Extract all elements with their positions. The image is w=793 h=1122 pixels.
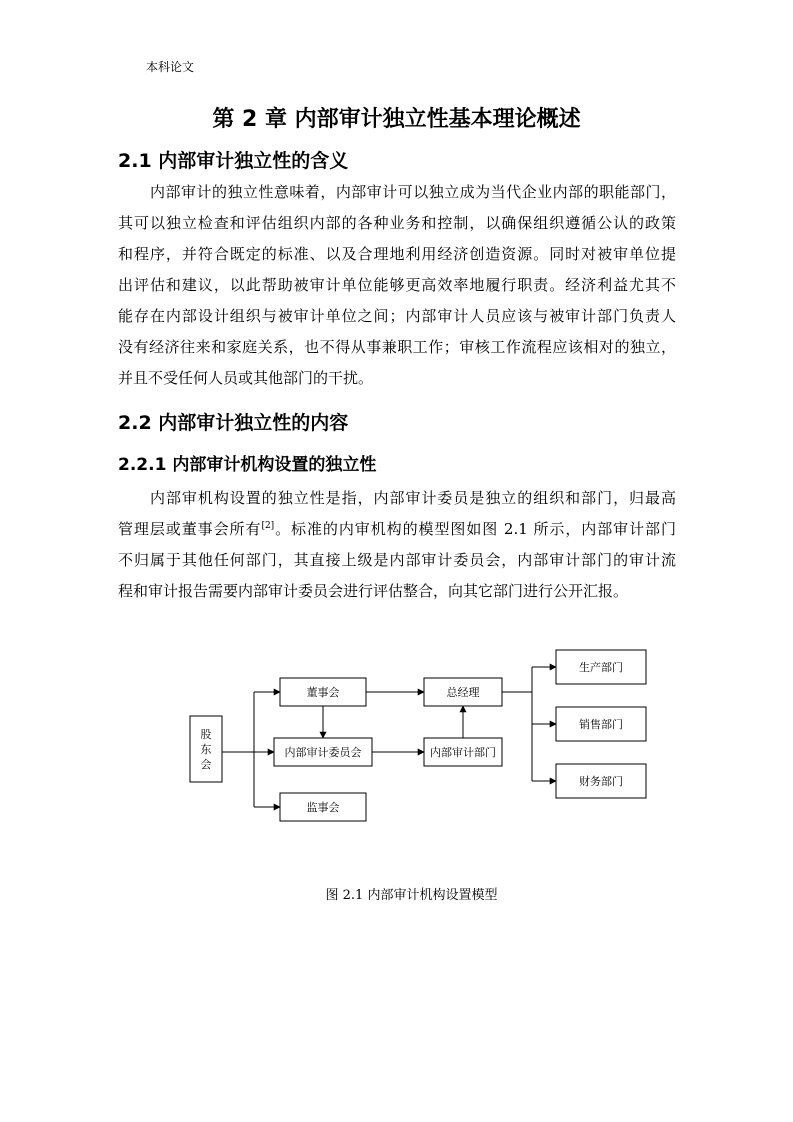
para-line: 内部审计的独立性意味着，内部审计可以独立成为当代企业内部的职能部门， bbox=[150, 183, 676, 201]
para-line: 不归属于其他任何部门，其直接上级是内部审计委员会，内部审计部门的审计流 bbox=[118, 551, 676, 569]
para-line: 和程序，并符合既定的标准、以及合理地利用经济创造资源。同时对被审单位提 bbox=[118, 245, 676, 263]
sales-label: 销售部门 bbox=[579, 718, 623, 731]
para-line: 内部审机构设置的独立性是指，内部审计委员是独立的组织和部门，归最高 bbox=[150, 489, 676, 507]
shareholders-label: 东 bbox=[200, 743, 212, 756]
chapter-title: 第 2 章 内部审计独立性基本理论概述 bbox=[212, 107, 581, 132]
figure-caption: 图 2.1 内部审计机构设置模型 bbox=[325, 888, 498, 903]
line-text: 管理层或董事会所有 bbox=[118, 520, 262, 538]
production-label: 生产部门 bbox=[579, 661, 623, 674]
section-2-2-1-paragraph bbox=[118, 483, 676, 607]
committee-label: 内部审计委员会 bbox=[284, 746, 362, 759]
line-text: 。标准的内审机构的模型图如图 2.1 所示，内部审计部门 bbox=[274, 520, 676, 538]
finance-label: 财务部门 bbox=[579, 775, 623, 788]
shareholders-label: 股 bbox=[200, 728, 212, 741]
section-2-2-1-title: 2.2.1 内部审计机构设置的独立性 bbox=[118, 455, 377, 475]
para-line bbox=[118, 514, 676, 545]
page-header: 本科论文 bbox=[146, 60, 195, 74]
section-2-1-paragraph bbox=[118, 177, 676, 394]
para-line: 其可以独立检查和评估组织内部的各种业务和控制，以确保组织遵循公认的政策 bbox=[118, 214, 676, 232]
para-line: 并且不受任何人员或其他部门的干扰。 bbox=[118, 369, 374, 387]
supervisors-label: 监事会 bbox=[306, 801, 340, 814]
para-line: 出评估和建议，以此帮助被审计单位能够更高效率地履行职责。经济利益尤其不 bbox=[118, 276, 676, 294]
para-line: 没有经济往来和家庭关系，也不得从事兼职工作；审核工作流程应该相对的独立， bbox=[118, 338, 676, 356]
section-2-1-title: 2.1 内部审计独立性的含义 bbox=[118, 150, 349, 172]
org-structure-diagram bbox=[180, 640, 660, 840]
audit-dept-label: 内部审计部门 bbox=[430, 746, 496, 759]
board-label: 董事会 bbox=[306, 686, 340, 699]
gm-label: 总经理 bbox=[446, 686, 480, 699]
shareholders-label: 会 bbox=[200, 758, 212, 771]
para-line: 能存在内部设计组织与被审计单位之间；内部审计人员应该与被审计部门负责人 bbox=[118, 307, 676, 325]
citation-ref: [2] bbox=[261, 521, 275, 531]
para-line: 程和审计报告需要内部审计委员会进行评估整合，向其它部门进行公开汇报。 bbox=[118, 582, 629, 600]
section-2-2-title: 2.2 内部审计独立性的内容 bbox=[118, 412, 349, 434]
